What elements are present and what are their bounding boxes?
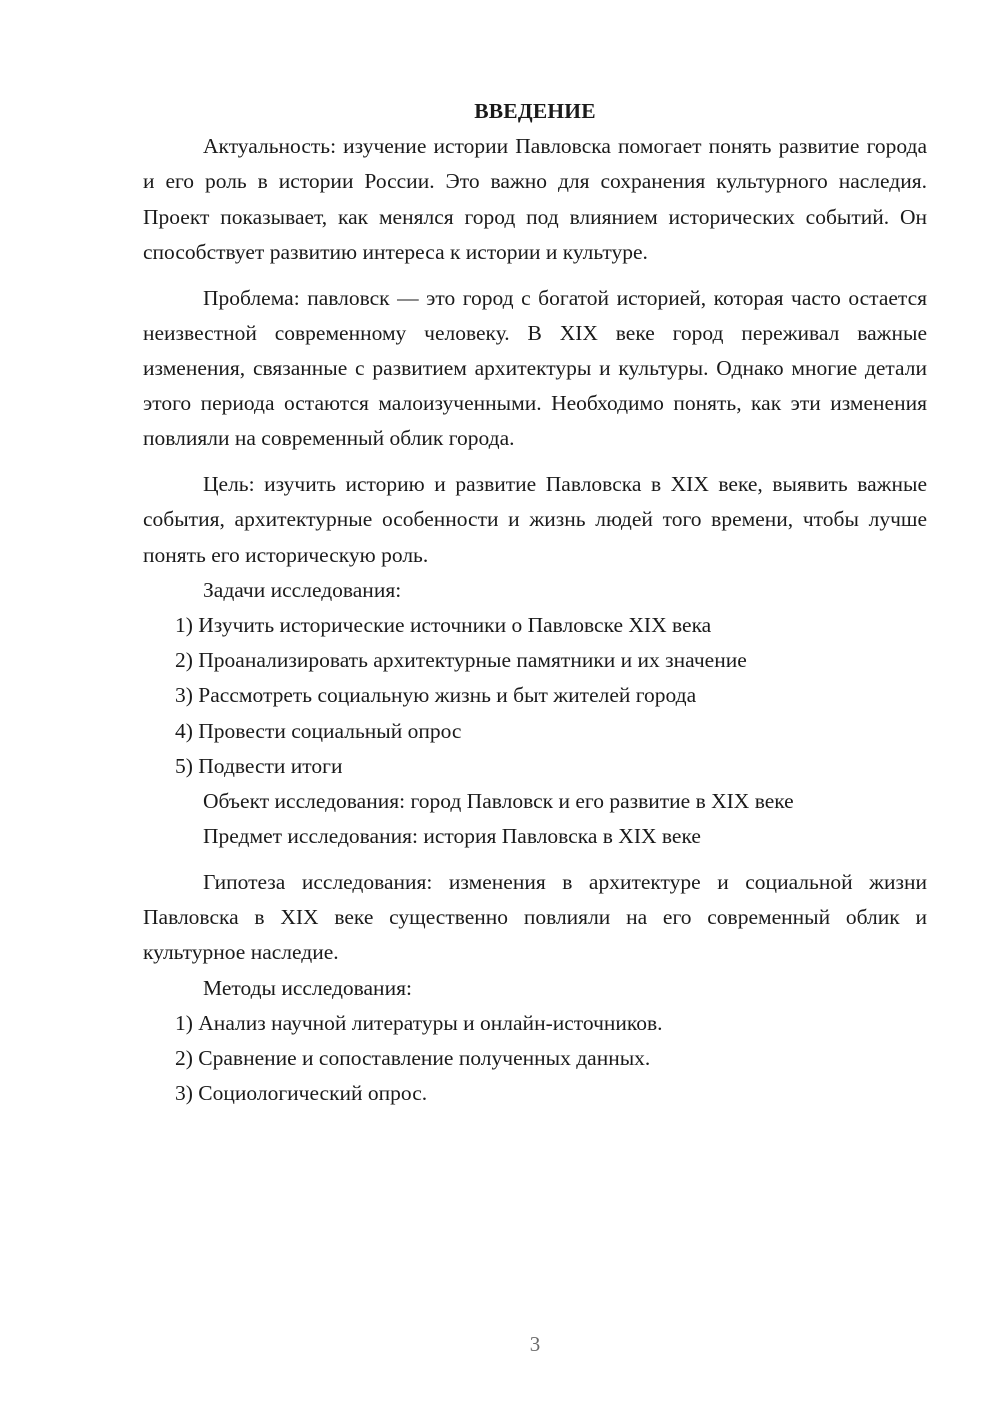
methods-heading: Методы исследования: [203, 975, 412, 1000]
method-item: 1) Анализ научной литературы и онлайн-источников. [175, 1010, 663, 1035]
task-item: 3) Рассмотреть социальную жизнь и быт жителей города [175, 683, 697, 708]
task-item: 2) Проанализировать архитектурные памятники и их значение [175, 648, 747, 673]
relevance-paragraph: Актуальность: изучение истории Павловска помогает понять развитие города и его роль в истории России. Это важно для сохранения культурного наследия. Проект показывает, как менялся город под влиянием исторических событий. Он способствует развитию интереса к истории и культуре. [143, 134, 927, 264]
task-item: 1) Изучить исторические источники о Павловске XIX века [175, 613, 712, 638]
tasks-heading: Задачи исследования: [203, 577, 402, 602]
section-title: ВВЕДЕНИЕ [474, 99, 596, 123]
page-number: 3 [529, 1332, 541, 1356]
page-content [143, 94, 927, 1111]
problem-paragraph: Проблема: павловск — это город с богатой историей, которая часто остается неизвестной современному человеку. В XIX веке город переживал важные изменения, связанные с развитием архитектуры и культуры. Однако многие детали этого периода остаются малоизученными. Необходимо понять, как эти изменения повлияли на современный облик города. [143, 285, 927, 451]
hypothesis-paragraph: Гипотеза исследования: изменения в архитектуре и социальной жизни Павловска в XIX веке существенно повлияли на его современный облик и культурное наследие. [143, 870, 927, 965]
method-item: 3) Социологический опрос. [175, 1081, 428, 1106]
task-item: 5) Подвести итоги [175, 753, 343, 778]
task-item: 4) Провести социальный опрос [175, 718, 462, 743]
goal-paragraph: Цель: изучить историю и развитие Павловска в XIX веке, выявить важные события, архитектурные особенности и жизнь людей того времени, чтобы лучше понять его историческую роль. [143, 472, 927, 567]
research-subject: Предмет исследования: история Павловска в XIX веке [203, 824, 701, 849]
method-item: 2) Сравнение и сопоставление полученных данных. [175, 1046, 651, 1071]
research-object: Объект исследования: город Павловск и его развитие в XIX веке [203, 789, 794, 814]
